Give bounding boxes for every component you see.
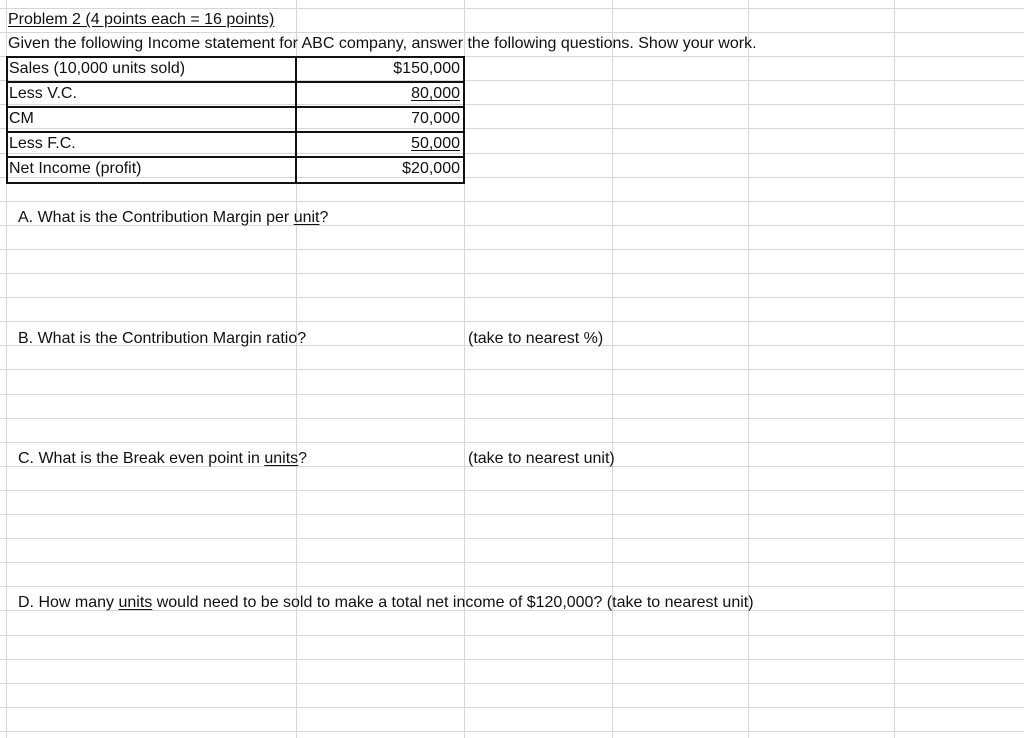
- row-label-fixed-costs[interactable]: Less F.C.: [9, 135, 76, 152]
- grid-row-line: [0, 562, 1024, 563]
- grid-column-line: [612, 0, 613, 738]
- row-label-sales[interactable]: Sales (10,000 units sold): [9, 60, 186, 77]
- question-c-suffix: ?: [298, 450, 308, 467]
- row-value-contribution-margin[interactable]: 70,000: [411, 110, 460, 127]
- question-a-text: A. What is the Contribution Margin per: [18, 209, 294, 226]
- grid-row-line: [0, 297, 1024, 298]
- row-divider: [6, 131, 465, 133]
- row-label-variable-costs[interactable]: Less V.C.: [9, 85, 77, 102]
- grid-row-line: [0, 490, 1024, 491]
- grid-row-line: [0, 418, 1024, 419]
- grid-row-line: [0, 249, 1024, 250]
- label-column-divider: [295, 56, 297, 184]
- grid-row-line: [0, 201, 1024, 202]
- question-b[interactable]: B. What is the Contribution Margin ratio?: [18, 330, 307, 347]
- row-divider: [6, 81, 465, 83]
- question-a-suffix: ?: [319, 209, 329, 226]
- grid-row-line: [0, 514, 1024, 515]
- question-c-note[interactable]: (take to nearest unit): [468, 450, 615, 467]
- question-a[interactable]: [18, 208, 328, 228]
- grid-row-line: [0, 538, 1024, 539]
- grid-column-line: [894, 0, 895, 738]
- question-c[interactable]: [18, 449, 307, 469]
- grid-row-line: [0, 321, 1024, 322]
- grid-row-line: [0, 683, 1024, 684]
- row-divider: [6, 156, 465, 158]
- problem-title[interactable]: Problem 2 (4 points each = 16 points): [8, 11, 275, 28]
- row-label-contribution-margin[interactable]: CM: [9, 110, 34, 127]
- question-a-underlined: unit: [293, 209, 320, 226]
- row-value-net-income[interactable]: $20,000: [402, 160, 460, 177]
- grid-row-line: [0, 731, 1024, 732]
- grid-row-line: [0, 273, 1024, 274]
- grid-row-line: [0, 586, 1024, 587]
- grid-row-line: [0, 369, 1024, 370]
- grid-column-line: [748, 0, 749, 738]
- grid-row-line: [0, 707, 1024, 708]
- question-d-text: D. How many: [18, 594, 119, 611]
- question-c-underlined: units: [264, 450, 299, 467]
- row-divider: [6, 106, 465, 108]
- grid-row-line: [0, 442, 1024, 443]
- question-d[interactable]: [18, 593, 754, 613]
- row-value-sales[interactable]: $150,000: [393, 60, 460, 77]
- value-text: 50,000: [411, 135, 460, 152]
- value-text: 80,000: [411, 85, 460, 102]
- grid-row-line: [0, 635, 1024, 636]
- grid-row-line: [0, 659, 1024, 660]
- row-value-variable-costs[interactable]: [300, 84, 460, 104]
- question-d-suffix: would need to be sold to make a total net income of $120,000? (take to nearest unit): [152, 594, 754, 611]
- row-label-net-income[interactable]: Net Income (profit): [9, 160, 142, 177]
- grid-row-line: [0, 394, 1024, 395]
- question-b-note[interactable]: (take to nearest %): [468, 330, 604, 347]
- question-d-underlined: units: [118, 594, 153, 611]
- grid-row-line: [0, 32, 1024, 33]
- grid-row-line: [0, 8, 1024, 9]
- instructions-text[interactable]: Given the following Income statement for ABC company, answer the following questions. Show your work.: [8, 35, 757, 52]
- question-c-text: C. What is the Break even point in: [18, 450, 265, 467]
- row-value-fixed-costs[interactable]: [300, 134, 460, 154]
